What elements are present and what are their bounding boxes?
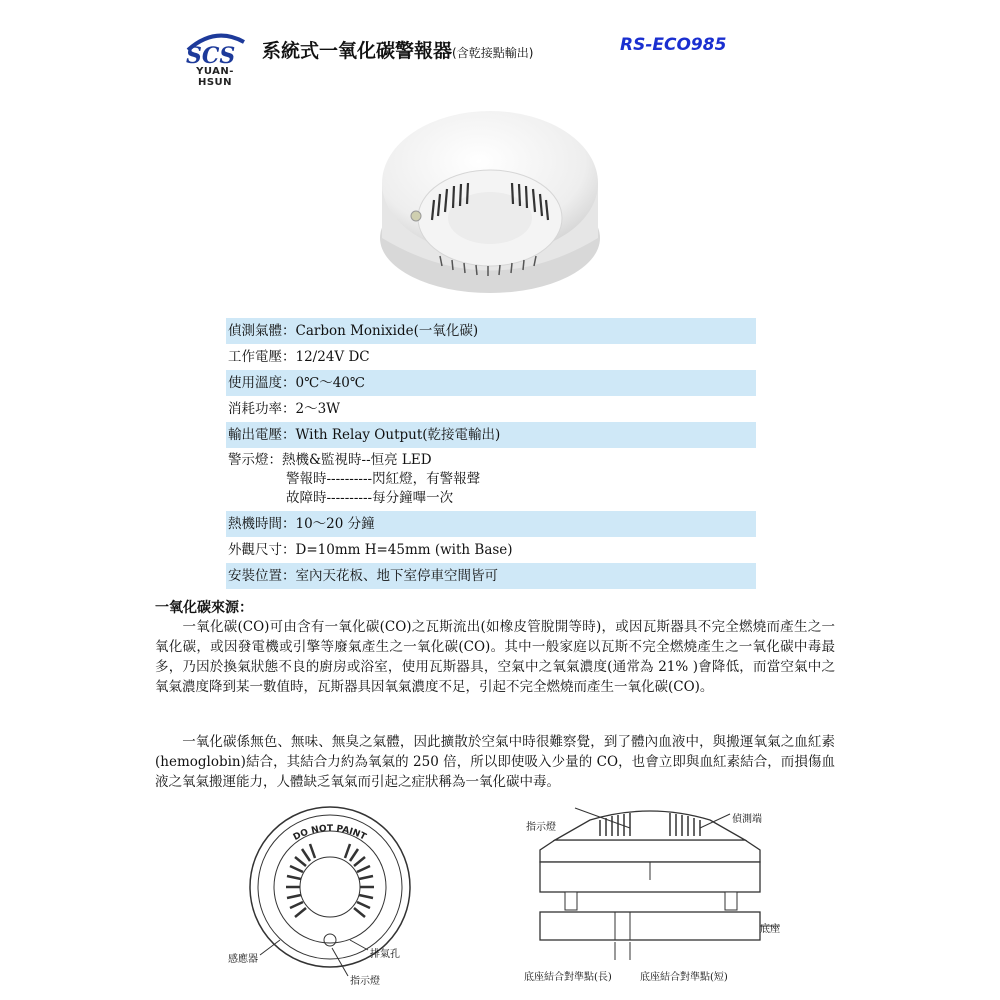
spec-row: 工作電壓：12/24V DC [228,349,370,365]
page-title [262,36,533,63]
spec-row: 偵測氣體：Carbon Monixide(一氧化碳) [226,318,756,344]
title-main: 系統式一氧化碳警報器 [262,40,453,62]
diagrams [220,800,780,990]
spec-row: 使用溫度：0℃～40℃ [226,370,756,396]
ring-text: DO NOT PAINT [291,823,368,843]
spec-row: 消耗功率：2～3W [228,401,341,417]
logo-text: YUAN-HSUN [196,66,234,88]
header [180,30,800,88]
spec-row-indicator [226,448,756,511]
spec-row: 輸出電壓：With Relay Output(乾接電輸出) [226,422,756,448]
spec-row: 熱機時間：10～20 分鐘 [226,511,756,537]
indicator-line: 警示燈：熱機&監視時--恒亮 LED [228,452,432,468]
product-photo [370,88,610,308]
label-indicator-top: 指示燈 [350,976,380,987]
label-indicator-side: 指示燈 [526,822,556,833]
indicator-line: 故障時----------每分鐘嗶一次 [286,490,454,506]
spec-row: 安裝位置：室內天花板、地下室停車空間皆可 [226,563,756,589]
label-base: 底座 [760,924,780,935]
indicator-line: 警報時----------閃紅燈，有警報聲 [286,471,481,487]
spec-list [226,318,756,589]
label-detect: 偵測端 [732,814,762,825]
title-sub: (含乾接點輸出) [452,46,534,60]
label-align-long: 底座結合對準點(長) [524,972,612,983]
section-title: 一氧化碳來源： [155,600,253,616]
model-number: RS-ECO985 [620,35,727,55]
label-align-short: 底座結合對準點(短) [640,972,728,983]
spec-row: 外觀尺寸：D=10mm H=45mm (with Base) [228,542,513,558]
label-vent: 排氣孔 [370,949,400,960]
svg-text:DO NOT PAINT [292,824,369,843]
paragraph: 一氧化碳係無色、無味、無臭之氣體，因此擴散於空氣中時很難察覺，到了體內血液中，與搬運氧氣之血紅素(hemoglobin)結合，其結合力約為氧氣的 250 倍，所以即使吸入少量的 CO，也會立即與血紅素結合，而損傷血液之氧氣搬運能力，人體缺乏氧氣而引起之症狀稱為一氧化碳中毒。 [155,734,835,790]
svg-text:SCS: SCS [186,43,236,69]
label-sensor: 感應器 [228,954,258,965]
side-view-diagram [520,800,780,990]
paragraph: 一氧化碳(CO)可由含有一氧化碳(CO)之瓦斯流出(如橡皮管脫開等時)，或因瓦斯器具不完全燃燒而產生之一氧化碳，或因發電機或引擎等廢氣產生之一氧化碳(CO)。其中一般家庭以瓦斯不完全燃燒產生之一氧化碳中毒最多，乃因於換氣狀態不良的廚房或浴室，使用瓦斯器具，空氣中之氧氣濃度(通常為 21% )會降低，而當空氣中之氧氣濃度降到某一數值時，瓦斯器具因氧氣濃度不足，引起不完全燃燒而產生一氧化碳(CO)。 [155,619,835,695]
